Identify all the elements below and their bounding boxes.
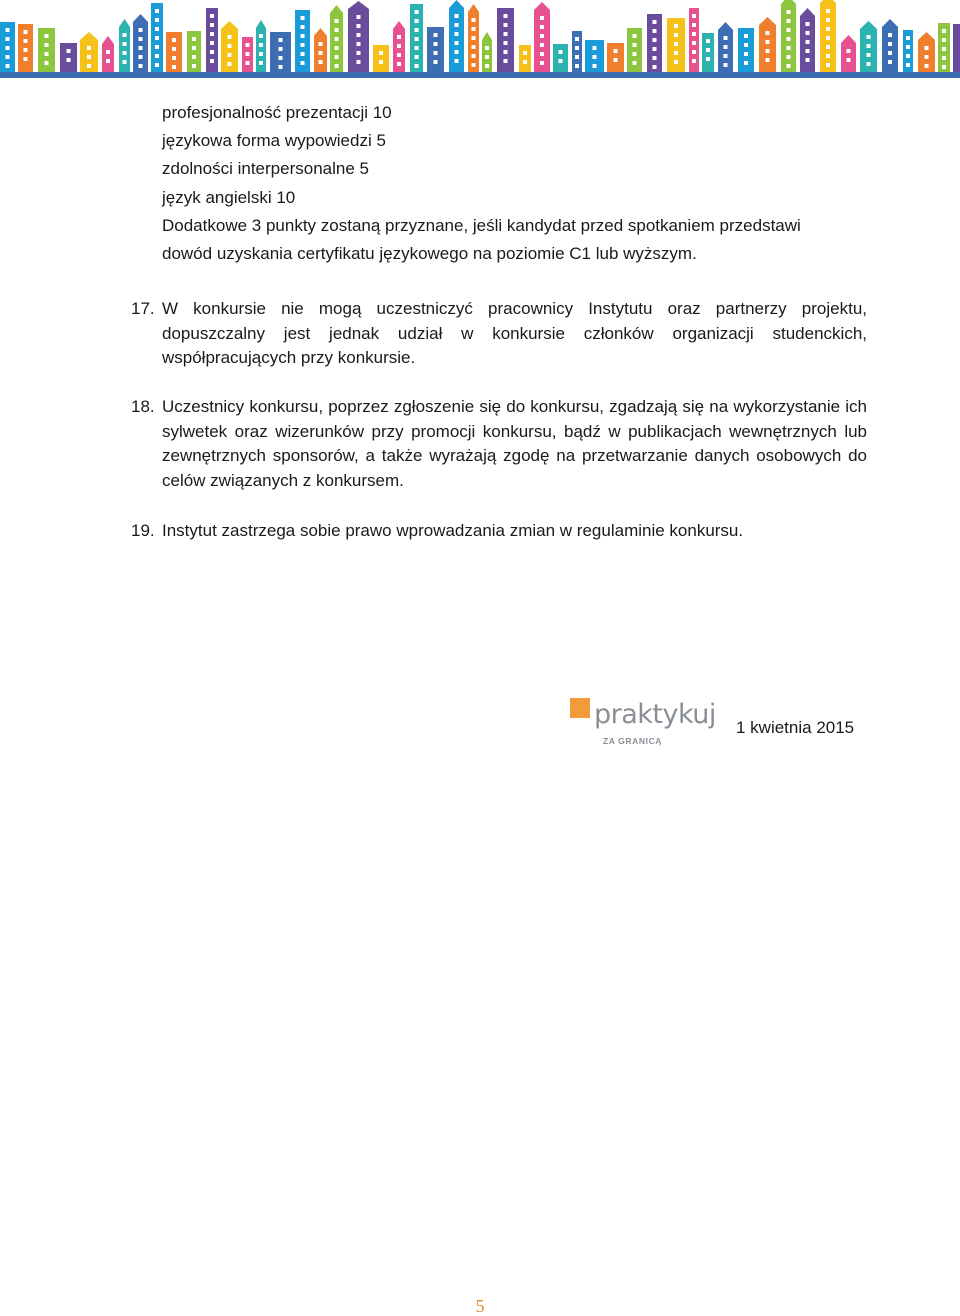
skyline-window <box>455 59 459 63</box>
skyline-window <box>653 29 657 33</box>
skyline-window <box>593 64 597 68</box>
skyline-window <box>67 58 71 62</box>
skyline-window <box>888 33 892 37</box>
skyline-window <box>724 36 728 40</box>
skyline-window <box>87 55 91 59</box>
skyline-window <box>575 37 579 41</box>
skyline-roof <box>860 21 877 29</box>
skyline-window <box>633 34 637 38</box>
skyline-roof <box>468 4 479 12</box>
skyline-window <box>472 36 476 40</box>
skyline-window <box>540 16 544 20</box>
skyline-window <box>279 56 283 60</box>
criterion-english: język angielski 10 <box>162 188 296 207</box>
skyline-roof <box>918 32 935 40</box>
skyline-window <box>24 48 28 52</box>
skyline-window <box>942 56 946 60</box>
skyline-window <box>415 37 419 41</box>
skyline-window <box>787 64 791 68</box>
skyline-window <box>67 49 71 53</box>
skyline-roof <box>330 5 343 13</box>
skyline-window <box>434 60 438 64</box>
rule-item-17 <box>131 297 867 371</box>
skyline-window <box>106 50 110 54</box>
skyline-window <box>744 34 748 38</box>
skyline-window <box>106 59 110 63</box>
skyline-window <box>434 42 438 46</box>
skyline-window <box>540 52 544 56</box>
skyline-window <box>826 18 830 22</box>
skyline-window <box>139 46 143 50</box>
skyline-window <box>415 10 419 14</box>
skyline-window <box>357 42 361 46</box>
skyline-window <box>806 40 810 44</box>
skyline-window <box>867 62 871 66</box>
header-skyline-banner <box>0 0 960 78</box>
skyline-window <box>434 33 438 37</box>
skyline-window <box>301 16 305 20</box>
skyline-window <box>504 50 508 54</box>
skyline-window <box>155 18 159 22</box>
skyline-roof <box>841 35 856 43</box>
skyline-window <box>826 27 830 31</box>
skyline-window <box>787 37 791 41</box>
skyline-window <box>455 41 459 45</box>
skyline-window <box>724 54 728 58</box>
skyline-roof <box>718 22 733 30</box>
skyline-window <box>847 49 851 53</box>
skyline-window <box>301 52 305 56</box>
skyline-window <box>674 51 678 55</box>
skyline-window <box>472 54 476 58</box>
skyline-window <box>766 31 770 35</box>
skyline-window <box>397 53 401 57</box>
skyline-window <box>724 63 728 67</box>
skyline-window <box>692 14 696 18</box>
skyline-window <box>397 35 401 39</box>
skyline-window <box>540 34 544 38</box>
skyline-roof <box>534 2 550 10</box>
skyline-window <box>357 33 361 37</box>
skyline-building <box>553 44 568 72</box>
skyline-window <box>455 23 459 27</box>
skyline-window <box>172 56 176 60</box>
skyline-window <box>397 62 401 66</box>
skyline-window <box>210 50 214 54</box>
rule-number: 17. <box>131 299 155 318</box>
skyline-window <box>504 23 508 27</box>
skyline-window <box>826 54 830 58</box>
skyline-window <box>155 36 159 40</box>
skyline-window <box>319 51 323 55</box>
skyline-window <box>155 27 159 31</box>
skyline-window <box>279 47 283 51</box>
skyline-window <box>259 43 263 47</box>
skyline-window <box>787 55 791 59</box>
skyline-window <box>942 38 946 42</box>
skyline-window <box>379 60 383 64</box>
skyline-window <box>906 63 910 67</box>
skyline-window <box>485 46 489 50</box>
skyline-window <box>415 19 419 23</box>
rule-number: 18. <box>131 397 155 416</box>
skyline-window <box>925 46 929 50</box>
skyline-window <box>575 46 579 50</box>
skyline-window <box>559 50 563 54</box>
skyline-window <box>259 34 263 38</box>
skyline-window <box>653 20 657 24</box>
logo-wordmark: praktykuj <box>594 699 716 730</box>
skyline-window <box>155 54 159 58</box>
skyline-window <box>766 40 770 44</box>
skyline-window <box>210 59 214 63</box>
skyline-window <box>653 65 657 69</box>
skyline-roof <box>781 0 796 4</box>
skyline-window <box>335 19 339 23</box>
skyline-window <box>766 49 770 53</box>
criterion-presentation: profesjonalność prezentacji 10 <box>162 103 392 122</box>
skyline-window <box>787 28 791 32</box>
skyline-window <box>559 59 563 63</box>
rule-text: Uczestnicy konkursu, poprzez zgłoszenie się do konkursu, zgadzają się na wykorzystanie ich sylwetek oraz wizerunków przy promocji konkursu, bądź w publikacjach wewnętrznych lub zewnętrznych sponsorów, a także wyrażają zgodę na przetwarzanie danych osobowych do celów związanych z konkursem. <box>162 397 867 491</box>
skyline-window <box>614 49 618 53</box>
skyline-window <box>357 51 361 55</box>
skyline-building <box>607 43 624 72</box>
skyline-window <box>806 58 810 62</box>
skyline-window <box>192 37 196 41</box>
skyline-window <box>246 43 250 47</box>
skyline-window <box>706 48 710 52</box>
skyline-window <box>6 46 10 50</box>
rule-text: Instytut zastrzega sobie prawo wprowadzania zmian w regulaminie konkursu. <box>162 521 744 540</box>
rule-item-18 <box>131 395 867 494</box>
skyline-window <box>139 55 143 59</box>
skyline-window <box>210 32 214 36</box>
skyline-roof <box>221 21 238 29</box>
skyline-roof <box>393 21 405 29</box>
skyline-window <box>210 23 214 27</box>
skyline-ground <box>0 72 960 78</box>
skyline-window <box>172 47 176 51</box>
skyline-window <box>692 59 696 63</box>
skyline-window <box>744 43 748 47</box>
skyline-window <box>633 52 637 56</box>
skyline-window <box>139 28 143 32</box>
skyline-window <box>847 58 851 62</box>
skyline-window <box>485 64 489 68</box>
skyline-window <box>925 64 929 68</box>
skyline-window <box>575 55 579 59</box>
skyline-window <box>6 64 10 68</box>
skyline-window <box>472 27 476 31</box>
skyline-window <box>867 35 871 39</box>
skyline-window <box>24 39 28 43</box>
skyline-window <box>593 55 597 59</box>
skyline-window <box>357 15 361 19</box>
skyline-window <box>259 52 263 56</box>
skyline-window <box>335 28 339 32</box>
skyline-window <box>826 45 830 49</box>
skyline-window <box>925 55 929 59</box>
skyline-window <box>415 55 419 59</box>
skyline-window <box>806 49 810 53</box>
skyline-window <box>575 64 579 68</box>
skyline-window <box>455 32 459 36</box>
skyline-window <box>593 46 597 50</box>
skyline-window <box>826 36 830 40</box>
skyline-window <box>906 36 910 40</box>
skyline-window <box>692 50 696 54</box>
skyline-building <box>953 24 960 72</box>
skyline-roof <box>882 19 898 27</box>
skyline-window <box>434 51 438 55</box>
skyline-window <box>504 59 508 63</box>
skyline-window <box>674 60 678 64</box>
skyline-window <box>24 57 28 61</box>
skyline-window <box>45 43 49 47</box>
skyline-window <box>6 37 10 41</box>
skyline-window <box>674 42 678 46</box>
praktykuj-logo <box>570 696 722 748</box>
skyline-window <box>139 64 143 68</box>
skyline-window <box>335 37 339 41</box>
skyline-window <box>540 61 544 65</box>
skyline-window <box>906 54 910 58</box>
skyline-roof <box>80 32 98 40</box>
skyline-window <box>787 19 791 23</box>
skyline-window <box>228 53 232 57</box>
skyline-window <box>633 43 637 47</box>
skyline-window <box>228 44 232 48</box>
skyline-window <box>614 58 618 62</box>
skyline-window <box>867 53 871 57</box>
skyline-roof <box>102 36 114 44</box>
skyline-window <box>674 24 678 28</box>
skyline-window <box>301 34 305 38</box>
skyline-window <box>155 9 159 13</box>
rule-number: 19. <box>131 521 155 540</box>
skyline-window <box>172 38 176 42</box>
skyline-window <box>906 45 910 49</box>
skyline-window <box>826 63 830 67</box>
skyline-window <box>335 46 339 50</box>
skyline-window <box>301 25 305 29</box>
skyline-window <box>826 9 830 13</box>
document-date: 1 kwietnia 2015 <box>736 718 855 737</box>
skyline-window <box>45 34 49 38</box>
skyline-window <box>123 51 127 55</box>
skyline-window <box>485 55 489 59</box>
skyline-window <box>415 64 419 68</box>
skyline-window <box>246 61 250 65</box>
skyline-window <box>867 44 871 48</box>
skyline-window <box>6 55 10 59</box>
skyline-window <box>279 38 283 42</box>
skyline-building <box>102 44 114 72</box>
skyline-window <box>155 63 159 67</box>
skyline-window <box>787 46 791 50</box>
skyline-window <box>523 60 527 64</box>
skyline-window <box>674 33 678 37</box>
skyline-roof <box>133 14 148 22</box>
skyline-window <box>706 57 710 61</box>
skyline-window <box>806 31 810 35</box>
skyline-window <box>415 28 419 32</box>
skyline-window <box>942 29 946 33</box>
skyline-window <box>301 43 305 47</box>
skyline-window <box>6 28 10 32</box>
skyline-window <box>379 51 383 55</box>
skyline-roof <box>800 8 815 16</box>
skyline-window <box>888 42 892 46</box>
skyline-window <box>123 33 127 37</box>
skyline-window <box>228 35 232 39</box>
skyline-window <box>397 44 401 48</box>
skyline-window <box>319 42 323 46</box>
rule-item-19 <box>131 519 867 544</box>
skyline-window <box>455 14 459 18</box>
skyline-building <box>373 45 389 72</box>
skyline-roof <box>256 20 266 28</box>
skyline-window <box>228 62 232 66</box>
skyline-window <box>692 32 696 36</box>
skyline-window <box>415 46 419 50</box>
skyline-window <box>87 64 91 68</box>
skyline-window <box>472 63 476 67</box>
skyline-window <box>192 64 196 68</box>
criterion-language-form: językowa forma wypowiedzi 5 <box>162 131 386 150</box>
skyline-window <box>172 65 176 69</box>
skyline-window <box>806 22 810 26</box>
skyline-window <box>335 55 339 59</box>
skyline-roof <box>348 1 369 9</box>
skyline-window <box>210 14 214 18</box>
bonus-points-line-1: Dodatkowe 3 punkty zostaną przyznane, jeśli kandydat przed spotkaniem przedstawi <box>162 216 801 235</box>
skyline-window <box>357 24 361 28</box>
skyline-window <box>192 55 196 59</box>
skyline-window <box>766 58 770 62</box>
skyline-window <box>888 51 892 55</box>
skyline-window <box>504 41 508 45</box>
skyline-window <box>123 60 127 64</box>
skyline-window <box>633 61 637 65</box>
skyline-window <box>692 41 696 45</box>
skyline-window <box>523 51 527 55</box>
skyline-roof <box>119 19 130 27</box>
skyline-window <box>301 61 305 65</box>
skyline-window <box>210 41 214 45</box>
skyline-window <box>653 56 657 60</box>
skyline-window <box>335 64 339 68</box>
logo-subtitle: ZA GRANICĄ <box>603 736 663 746</box>
criterion-interpersonal: zdolności interpersonalne 5 <box>162 159 369 178</box>
skyline-roof <box>314 28 327 36</box>
skyline-window <box>45 52 49 56</box>
skyline-window <box>540 25 544 29</box>
skyline-building <box>519 45 531 72</box>
skyline-window <box>455 50 459 54</box>
skyline-window <box>744 61 748 65</box>
logo-square-icon <box>570 698 590 718</box>
skyline-window <box>942 47 946 51</box>
skyline-window <box>319 60 323 64</box>
skyline-window <box>192 46 196 50</box>
skyline-window <box>706 39 710 43</box>
skyline-building <box>702 33 714 72</box>
skyline-window <box>279 65 283 69</box>
skyline-window <box>139 37 143 41</box>
skyline-window <box>888 60 892 64</box>
skyline-building <box>841 43 856 72</box>
skyline-window <box>259 61 263 65</box>
skyline-window <box>942 65 946 69</box>
skyline-window <box>787 10 791 14</box>
skyline-window <box>724 45 728 49</box>
skyline-window <box>653 38 657 42</box>
rule-text: W konkursie nie mogą uczestniczyć pracownicy Instytutu oraz partnerzy projektu, dopuszczalny jest jednak udział w konkursie członków organizacji studenckich, współpracujących przy konkursie. <box>162 299 867 368</box>
skyline-window <box>504 32 508 36</box>
skyline-roof <box>482 32 492 40</box>
skyline-window <box>744 52 748 56</box>
skyline-window <box>540 43 544 47</box>
skyline-roof <box>759 17 776 25</box>
skyline-window <box>692 23 696 27</box>
skyline-building <box>60 43 77 72</box>
skyline-window <box>504 14 508 18</box>
skyline-window <box>45 61 49 65</box>
skyline-window <box>472 18 476 22</box>
skyline-roof <box>449 0 464 8</box>
skyline-window <box>357 60 361 64</box>
skyline-window <box>155 45 159 49</box>
page-number: 5 <box>475 1296 485 1316</box>
skyline-window <box>472 45 476 49</box>
skyline-window <box>24 30 28 34</box>
skyline-window <box>653 47 657 51</box>
skyline-window <box>246 52 250 56</box>
bonus-points-line-2: dowód uzyskania certyfikatu językowego na poziomie C1 lub wyższym. <box>162 244 697 263</box>
skyline-window <box>123 42 127 46</box>
skyline-roof <box>820 0 836 3</box>
skyline-window <box>87 46 91 50</box>
